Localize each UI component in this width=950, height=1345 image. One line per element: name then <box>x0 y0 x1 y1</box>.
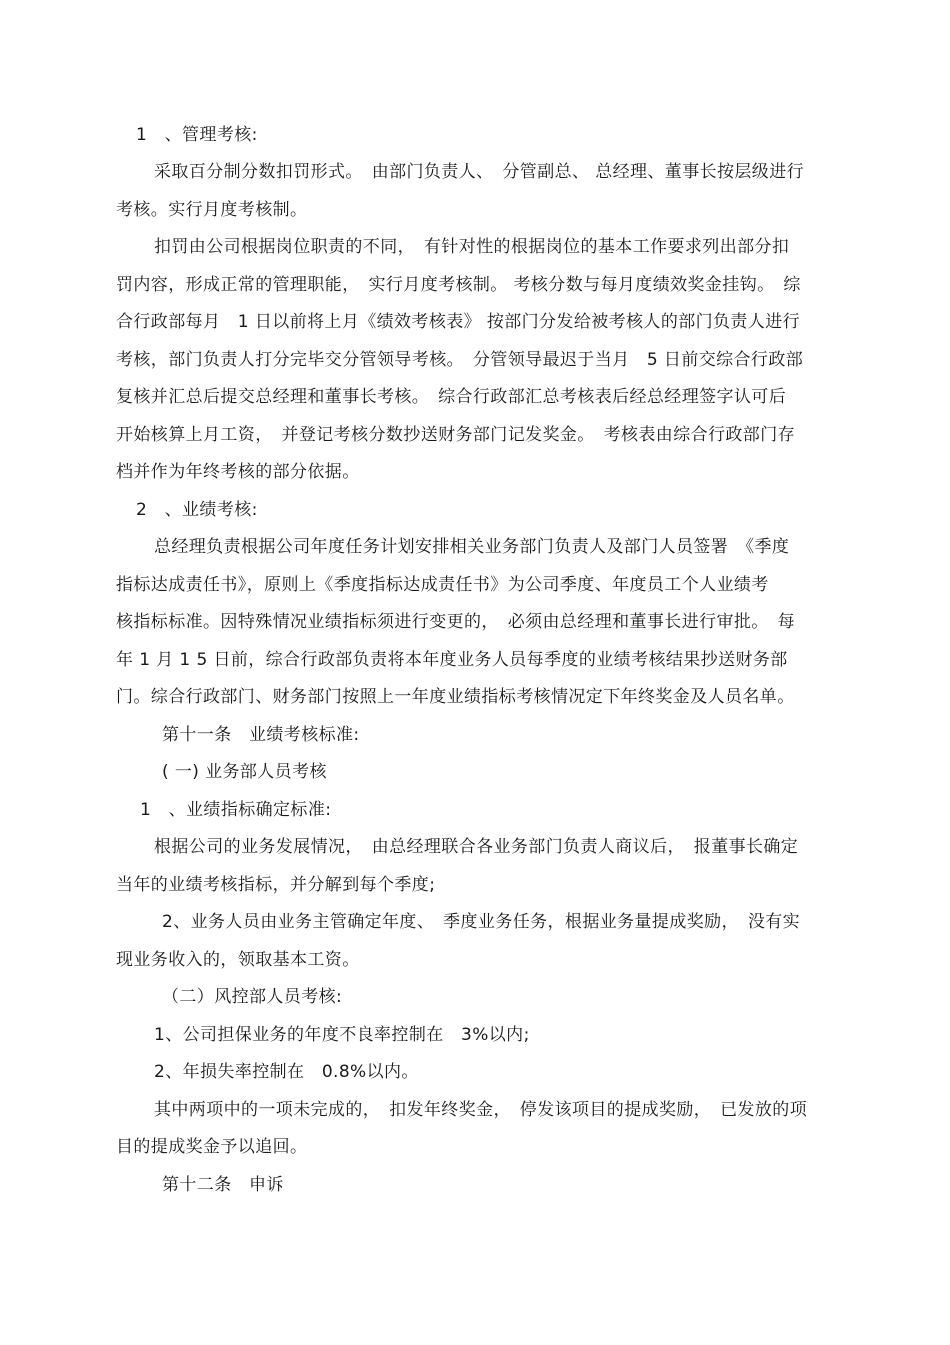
clause-heading-performance-review: 2 、业绩考核: <box>136 500 258 520</box>
paragraph-line: 总经理负责根据公司年度任务计划安排相关业务部门负责人及部门人员签署 《季度 <box>154 537 790 557</box>
clause-heading-target-standard: 1 、业绩指标确定标准: <box>140 800 332 820</box>
paragraph-line: 其中两项中的一项未完成的， 扣发年终奖金， 停发该项目的提成奖励， 已发放的项 <box>154 1100 808 1120</box>
list-item: 2、年损失率控制在 0.8%以内。 <box>154 1062 419 1082</box>
paragraph-line: 核指标标准。因特殊情况业绩指标须进行变更的， 必须由总经理和董事长进行审批。 每 <box>116 612 795 632</box>
paragraph-line: 考核。实行月度考核制。 <box>116 200 308 220</box>
paragraph-line: 指标达成责任书》，原则上《季度指标达成责任书》为公司季度、年度员工个人业绩考 <box>116 575 769 595</box>
section-heading-sales-staff: ( 一) 业务部人员考核 <box>162 762 327 782</box>
paragraph-line: 2、业务人员由业务主管确定年度、 季度业务任务，根据业务量提成奖励， 没有实 <box>162 912 801 932</box>
paragraph-line: 合行政部每月 1 日以前将上月《绩效考核表》 按部门分发给被考核人的部门负责人进行 <box>116 312 801 332</box>
paragraph-line: 复核并汇总后提交总经理和董事长考核。 综合行政部汇总考核表后经总经理签字认可后 <box>116 387 787 407</box>
clause-heading-management-review: 1 、管理考核: <box>136 125 258 145</box>
article-heading-eleven: 第十一条 业绩考核标准: <box>162 725 360 745</box>
paragraph-line: 目的提成奖金予以追回。 <box>116 1137 308 1157</box>
paragraph-line: 罚内容，形成正常的管理职能， 实行月度考核制。 考核分数与每月度绩效奖金挂钩。 综 <box>116 275 801 295</box>
paragraph-line: 当年的业绩考核指标，并分解到每个季度; <box>116 875 436 895</box>
paragraph-line: 采取百分制分数扣罚形式。 由部门负责人、 分管副总、 总经理、董事长按层级进行 <box>154 162 805 182</box>
paragraph-line: 现业务收入的，领取基本工资。 <box>116 950 360 970</box>
paragraph-line: 扣罚由公司根据岗位职责的不同， 有针对性的根据岗位的基本工作要求列出部分扣 <box>154 237 790 257</box>
paragraph-line: 门。综合行政部门、财务部门按照上一年度业绩指标考核情况定下年终奖金及人员名单。 <box>116 687 795 707</box>
section-heading-risk-control-staff: （二）风控部人员考核: <box>162 987 343 1007</box>
paragraph-line: 根据公司的业务发展情况， 由总经理联合各业务部门负责人商议后， 报董事长确定 <box>154 837 799 857</box>
paragraph-line: 年 1 月 1 5 日前，综合行政部负责将本年度业务人员每季度的业绩考核结果抄送财务部 <box>116 650 788 670</box>
paragraph-line: 档并作为年终考核的部分依据。 <box>116 462 360 482</box>
article-heading-twelve: 第十二条 申诉 <box>162 1175 284 1195</box>
paragraph-line: 开始核算上月工资， 并登记考核分数抄送财务部门记发奖金。 考核表由综合行政部门存 <box>116 425 795 445</box>
list-item: 1、公司担保业务的年度不良率控制在 3%以内; <box>154 1025 530 1045</box>
paragraph-line: 考核，部门负责人打分完毕交分管领导考核。 分管领导最迟于当月 5 日前交综合行政部 <box>116 350 804 370</box>
